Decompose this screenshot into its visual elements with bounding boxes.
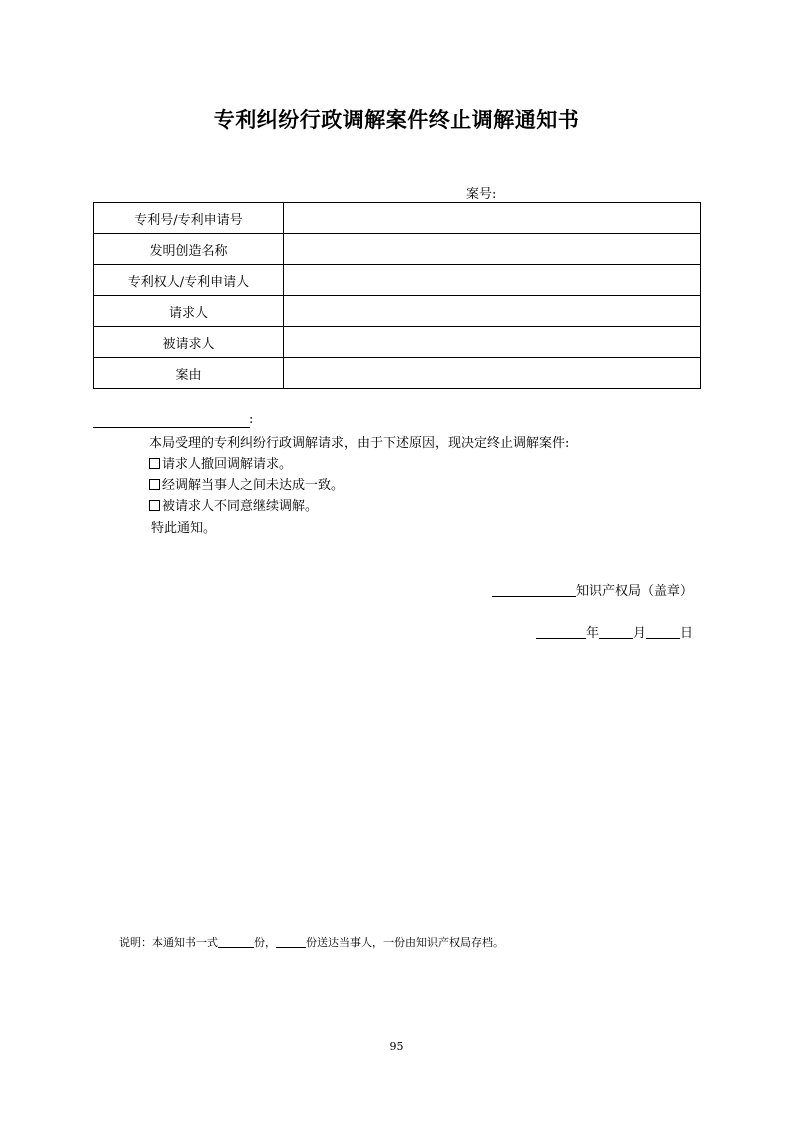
copies-served-blank[interactable] — [276, 935, 306, 948]
office-stamp-line — [492, 580, 693, 599]
day-label: 日 — [679, 626, 693, 641]
case-number-label: 案号: — [466, 187, 497, 202]
office-stamp-label: 知识产权局（盖章） — [575, 584, 693, 599]
note-part2: 份送达当事人，一份由知识产权局存档。 — [306, 936, 504, 949]
copies-total-blank[interactable] — [218, 935, 254, 948]
reason-option-respondent-refuses[interactable] — [149, 499, 318, 515]
addressee-colon: : — [249, 412, 254, 427]
row-label-invention-name: 发明创造名称 — [94, 234, 284, 265]
office-name-blank[interactable] — [492, 584, 576, 597]
table-row — [94, 203, 701, 234]
reason-option-no-agreement[interactable] — [149, 478, 344, 494]
page-number: 95 — [389, 1040, 404, 1053]
year-label: 年 — [585, 626, 599, 641]
row-value-invention-name[interactable] — [284, 234, 701, 265]
row-label-case-cause: 案由 — [94, 358, 284, 389]
table-row — [94, 296, 701, 327]
month-blank[interactable] — [599, 626, 633, 639]
addressee-blank-line[interactable] — [93, 427, 250, 428]
table-row — [94, 358, 701, 389]
row-value-patent-number[interactable] — [284, 203, 701, 234]
row-label-patent-number: 专利号/专利申请号 — [94, 203, 284, 234]
row-label-requester: 请求人 — [94, 296, 284, 327]
footnote — [119, 934, 504, 950]
table-row — [94, 327, 701, 358]
day-blank[interactable] — [646, 626, 680, 639]
row-value-respondent[interactable] — [284, 327, 701, 358]
notice-intro: 本局受理的专利纠纷行政调解请求，由于下述原因，现决定终止调解案件: — [149, 436, 570, 451]
case-info-table — [93, 202, 701, 389]
note-part1: 份， — [254, 936, 276, 949]
date-line — [536, 622, 693, 641]
year-blank[interactable] — [536, 626, 586, 639]
row-value-patentee[interactable] — [284, 265, 701, 296]
reason-label: 经调解当事人之间未达成一致。 — [162, 478, 345, 493]
checkbox-icon[interactable] — [149, 458, 160, 469]
reason-label: 请求人撤回调解请求。 — [162, 457, 293, 472]
closing-text: 特此通知。 — [151, 521, 217, 536]
reason-option-withdraw[interactable] — [149, 457, 292, 473]
table-row — [94, 234, 701, 265]
row-value-case-cause[interactable] — [284, 358, 701, 389]
checkbox-icon[interactable] — [149, 479, 160, 490]
row-label-patentee: 专利权人/专利申请人 — [94, 265, 284, 296]
note-prefix: 说明：本通知书一式 — [119, 936, 218, 949]
row-value-requester[interactable] — [284, 296, 701, 327]
document-title: 专利纠纷行政调解案件终止调解通知书 — [213, 108, 580, 132]
reason-label: 被请求人不同意继续调解。 — [162, 499, 319, 514]
table-row — [94, 265, 701, 296]
checkbox-icon[interactable] — [149, 500, 160, 511]
month-label: 月 — [632, 626, 646, 641]
row-label-respondent: 被请求人 — [94, 327, 284, 358]
